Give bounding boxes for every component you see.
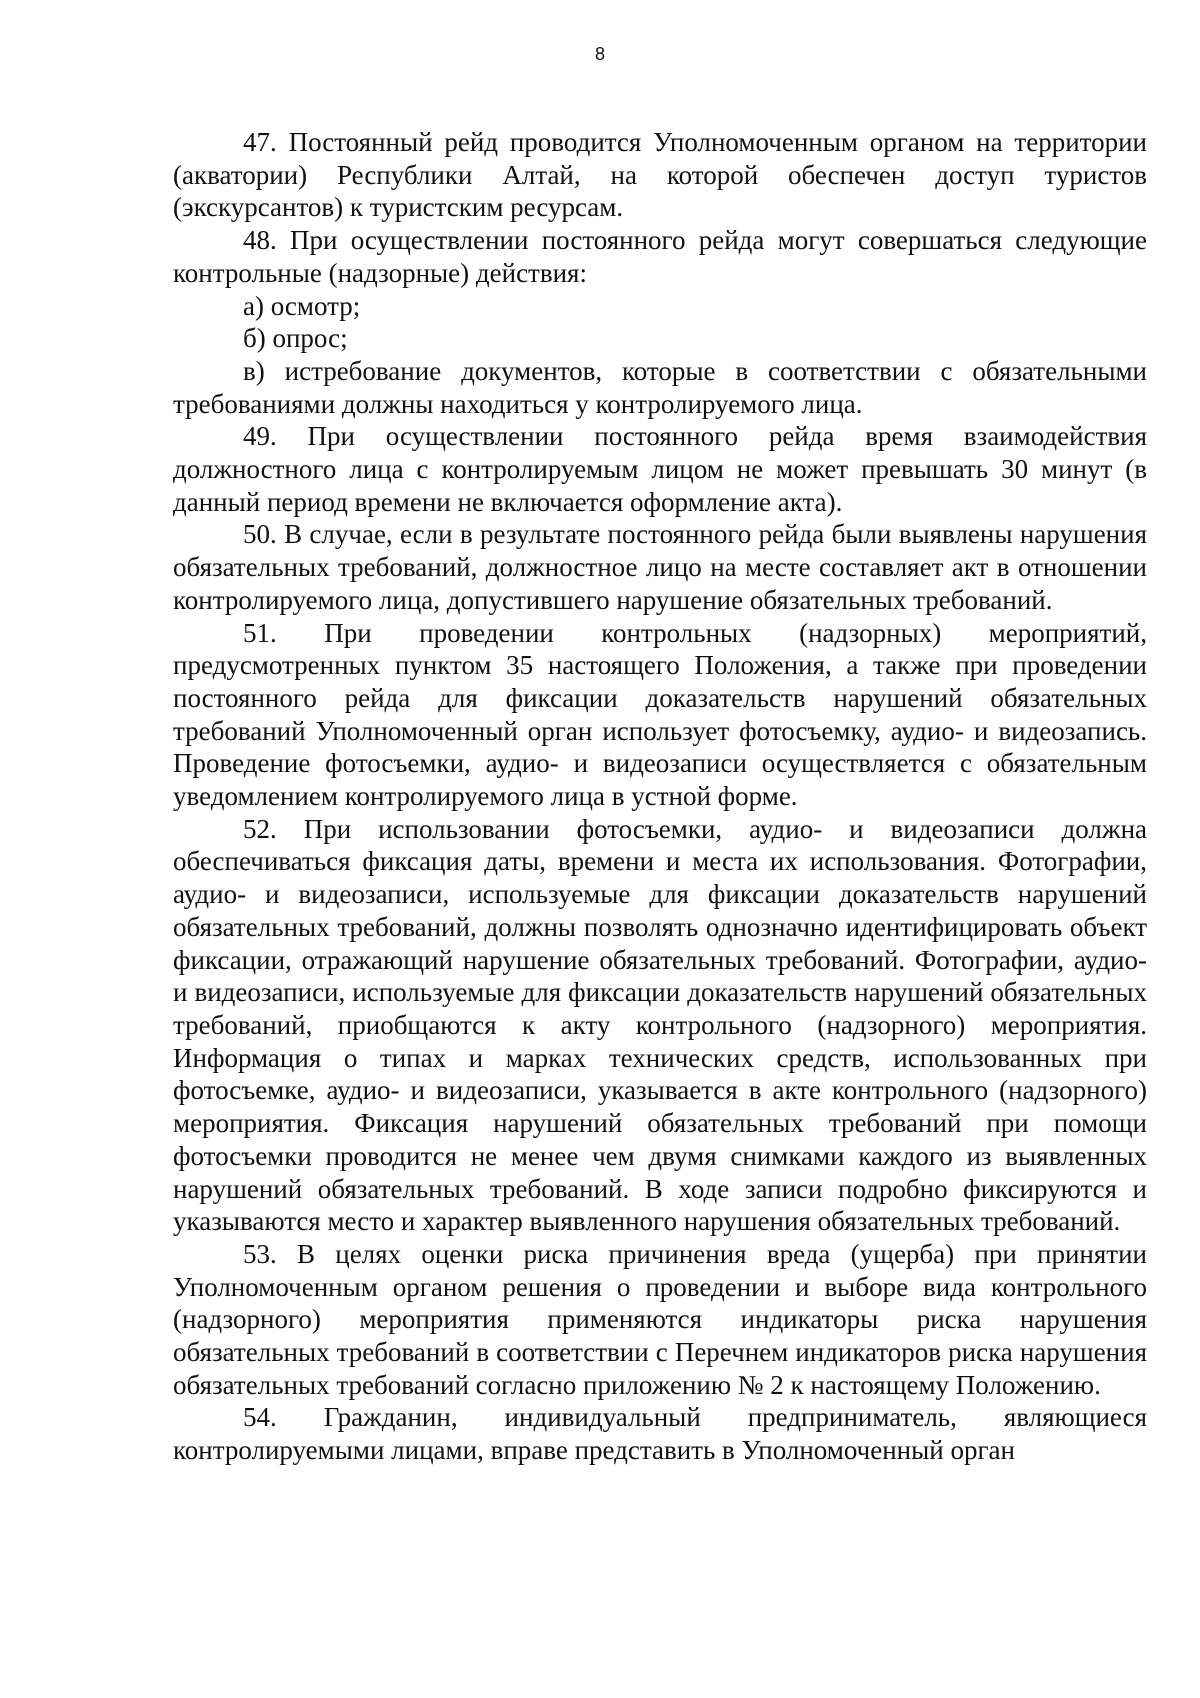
- list-item-v: в) истребование документов, которые в соответствии с обязательными требованиями должны находиться у контролируемого лица.: [173, 355, 1147, 419]
- list-item-b: б) опрос;: [243, 323, 348, 354]
- page-number: 8: [594, 44, 605, 64]
- paragraph-53: 53. В целях оценки риска причинения вреда (ущерба) при принятии Уполномоченным органом решения о проведении и выборе вида контрольного (надзорного) мероприятия применяются индикаторы риска нарушения обязательных требований в соответствии с Перечнем индикаторов риска нарушения обязательных требований согласно приложению № 2 к настоящему Положению.: [173, 1238, 1147, 1400]
- paragraph-47: 47. Постоянный рейд проводится Уполномоченным органом на территории (акватории) Республики Алтай, на которой обеспечен доступ туристов (экскурсантов) к туристским ресурсам.: [173, 127, 1147, 223]
- paragraph-52: 52. При использовании фотосъемки, аудио- и видеозаписи должна обеспечиваться фиксация даты, времени и места их использования. Фотографии, аудио- и видеозаписи, используемые для фиксации доказательств нарушений обязательных требований, должны позволять однозначно идентифицировать объект фиксации, отражающий нарушение обязательных требований. Фотографии, аудио- и видеозаписи, используемые для фиксации доказательств нарушений обязательных требований, приобщаются к акту контрольного (надзорного) мероприятия. Информация о типах и марках технических средств, использованных при фотосъемке, аудио- и видеозаписи, указывается в акте контрольного (надзорного) мероприятия. Фиксация нарушений обязательных требований при помощи фотосъемки проводится не менее чем двумя снимками каждого из выявленных нарушений обязательных требований. В ходе записи подробно фиксируются и указываются место и характер выявленного нарушения обязательных требований.: [173, 813, 1147, 1237]
- paragraph-54: 54. Гражданин, индивидуальный предприниматель, являющиеся контролируемыми лицами, вправе представить в Уполномоченный орган: [173, 1402, 1147, 1466]
- paragraph-51: 51. При проведении контрольных (надзорных) мероприятий, предусмотренных пунктом 35 настоящего Положения, а также при проведении постоянного рейда для фиксации доказательств нарушений обязательных требований Уполномоченный орган использует фотосъемку, аудио- и видеозапись. Проведение фотосъемки, аудио- и видеозаписи осуществляется с обязательным уведомлением контролируемого лица в устной форме.: [173, 617, 1147, 812]
- paragraph-48: 48. При осуществлении постоянного рейда могут совершаться следующие контрольные (надзорные) действия:: [173, 225, 1147, 288]
- paragraph-49: 49. При осуществлении постоянного рейда время взаимодействия должностного лица с контролируемым лицом не может превышать 30 минут (в данный период времени не включается оформление акта).: [173, 421, 1147, 517]
- list-item-a: а) осмотр;: [243, 290, 361, 321]
- paragraph-50: 50. В случае, если в результате постоянного рейда были выявлены нарушения обязательных требований, должностное лицо на месте составляет акт в отношении контролируемого лица, допустившего нарушение обязательных требований.: [173, 519, 1147, 615]
- document-body: [173, 126, 1147, 1467]
